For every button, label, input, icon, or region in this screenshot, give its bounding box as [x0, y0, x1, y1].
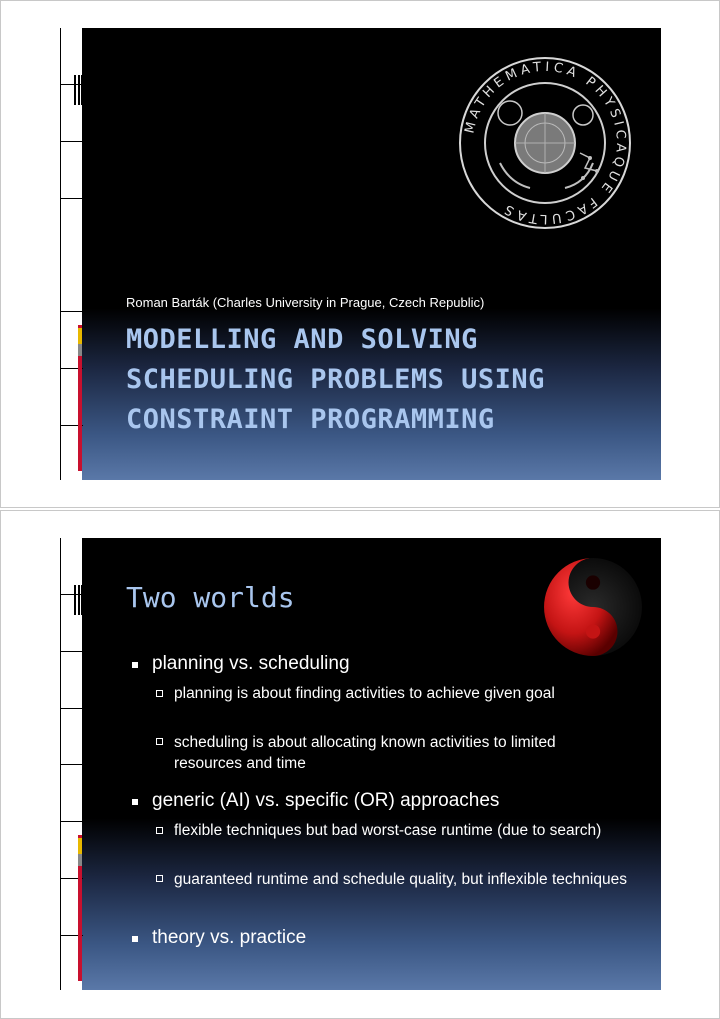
sub-bullet-marker — [156, 827, 163, 834]
yin-yang-icon — [542, 556, 644, 658]
title-line-1: MODELLING AND SOLVING — [126, 324, 478, 355]
author-line: Roman Barták (Charles University in Prague, Czech Republic) — [126, 295, 485, 310]
bullet-1-sub-1: planning is about finding activities to achieve given goal — [174, 685, 555, 702]
title-line-2: SCHEDULING PROBLEMS USING — [126, 364, 545, 395]
slide-1 — [60, 28, 661, 480]
slide-2 — [60, 538, 661, 990]
sub-bullet-marker — [156, 875, 163, 882]
bullet-1-sub-2: scheduling is about allocating known activities to limited resources and time — [174, 734, 556, 772]
bullet-1: planning vs. scheduling — [152, 653, 350, 674]
faculty-seal-logo — [455, 53, 635, 233]
bullet-2-sub-2: guaranteed runtime and schedule quality, but inflexible techniques — [174, 871, 627, 888]
sub-bullet-marker — [156, 738, 163, 745]
gutter-stripe-gray — [78, 854, 82, 866]
title-line-3: CONSTRAINT PROGRAMMING — [126, 404, 495, 435]
gutter-stripe-yellow — [78, 328, 82, 344]
bullet-marker — [132, 799, 138, 805]
bullet-marker — [132, 936, 138, 942]
gutter-stripe-yellow — [78, 838, 82, 854]
gutter-stripe-gray — [78, 344, 82, 356]
sub-bullet-marker — [156, 690, 163, 697]
slide-title: Two worlds — [126, 581, 295, 614]
bullet-3: theory vs. practice — [152, 927, 307, 948]
bullet-marker — [132, 662, 138, 668]
bullet-2-sub-1: flexible techniques but bad worst-case runtime (due to search) — [174, 822, 602, 839]
bullet-2: generic (AI) vs. specific (OR) approaches — [152, 790, 500, 811]
seal-ring-text: MATHEMATICA PHYSICAQUE FACULTAS — [462, 59, 629, 227]
